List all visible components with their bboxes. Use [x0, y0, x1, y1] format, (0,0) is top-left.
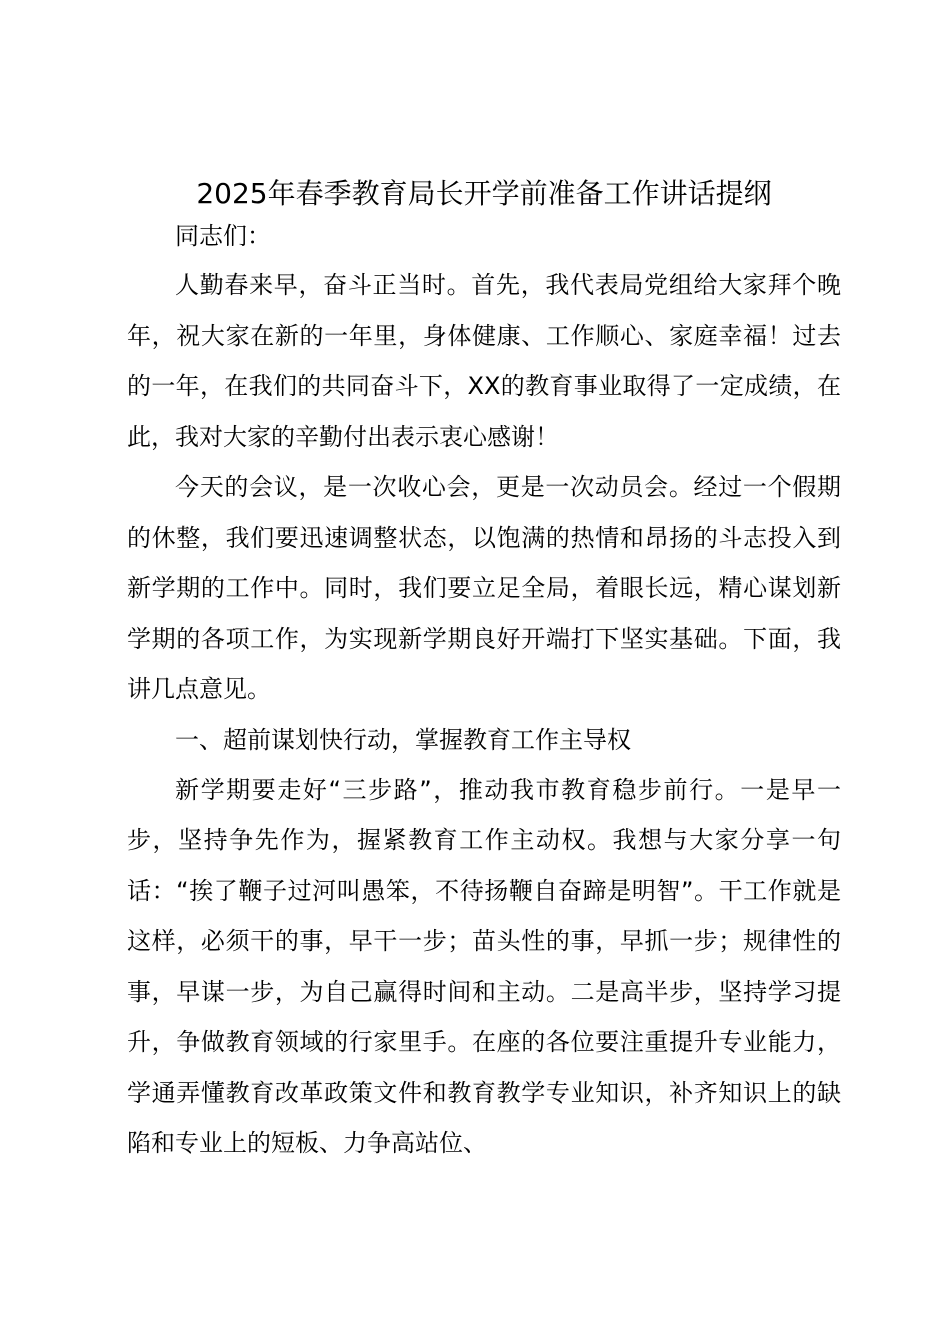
document-body [127, 160, 841, 1169]
greeting: 同志们： [175, 222, 271, 250]
document-title: 2025年春季教育局长开学前准备工作讲话提纲 [196, 177, 772, 210]
paragraph-section-one: 新学期要走好“三步路”，推动我市教育稳步前行。一是早一步，坚持争先作为，握紧教育工作主动权。我想与大家分享一句话：“挨了鞭子过河叫愚笨，不待扬鞭自奋蹄是明智”。干工作就是这样，必须干的事，早干一步；苗头性的事，早抓一步；规律性的事，早谋一步，为自己赢得时间和主动。二是高半步，坚持学习提升，争做教育领域的行家里手。在座的各位要注重提升专业能力，学通弄懂教育改革政策文件和教育教学专业知识，补齐知识上的缺陷和专业上的短板、力争高站位、 [127, 775, 841, 1157]
section-heading: 一、超前谋划快行动，掌握教育工作主导权 [175, 725, 631, 754]
paragraph-opening: 人勤春来早，奋斗正当时。首先，我代表局党组给大家拜个晚年，祝大家在新的一年里，身体健康、工作顺心、家庭幸福！过去的一年，在我们的共同奋斗下，XX的教育事业取得了一定成绩，在此，我对大家的辛勤付出表示衷心感谢！ [127, 271, 841, 451]
paragraph-meeting-purpose: 今天的会议，是一次收心会，更是一次动员会。经过一个假期的休整，我们要迅速调整状态，以饱满的热情和昂扬的斗志投入到新学期的工作中。同时，我们要立足全局，着眼长远，精心谋划新学期的各项工作，为实现新学期良好开端打下坚实基础。下面，我讲几点意见。 [127, 473, 841, 703]
